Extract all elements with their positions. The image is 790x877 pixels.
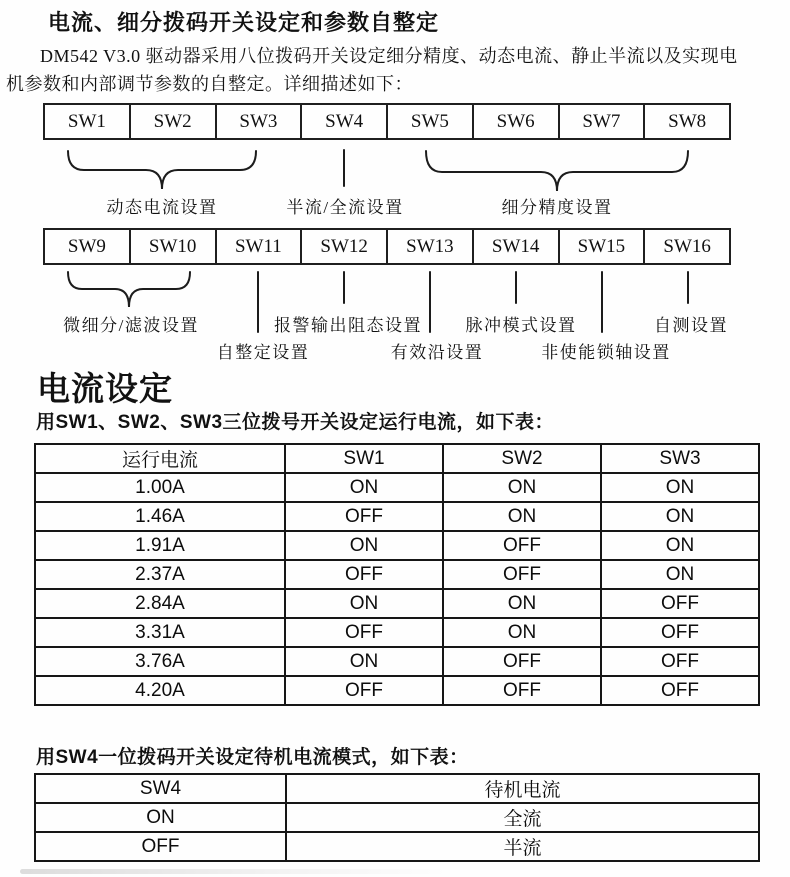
col-header-sw2: SW2 [443,444,601,473]
sw-box-sw11: SW11 [215,230,301,263]
intro-paragraph-line-2: 机参数和内部调节参数的自整定。详细描述如下： [6,74,413,94]
label-micro-filter: 微细分/滤波设置 [63,316,199,335]
cell-sw1-state: ON [285,589,443,618]
table-row [35,560,759,589]
cell-sw3-state: OFF [601,676,759,705]
col-header-run-current: 运行电流 [35,444,285,473]
sw-box-sw5: SW5 [386,105,472,138]
sw-box-sw4: SW4 [300,105,386,138]
col-header-sw4: SW4 [35,774,286,803]
table-header-row [35,444,759,473]
sw-box-sw6: SW6 [472,105,558,138]
col-header-standby-current: 待机电流 [286,774,759,803]
table-row [35,531,759,560]
cell-sw1-state: OFF [285,502,443,531]
cell-sw2-state: ON [443,589,601,618]
label-active-edge: 有效沿设置 [390,343,484,362]
cell-sw2-state: OFF [443,531,601,560]
cell-sw1-state: OFF [285,560,443,589]
cell-sw3-state: ON [601,560,759,589]
table-row [35,473,759,502]
label-self-tuning: 自整定设置 [216,343,310,362]
sw-box-sw14: SW14 [472,230,558,263]
cell-current: 2.37A [35,560,285,589]
dip-switch-row-1 [43,103,731,140]
label-alarm-output: 报警输出阻态设置 [274,316,422,335]
cell-standby-current: 半流 [286,832,759,861]
col-header-sw1: SW1 [285,444,443,473]
cell-sw3-state: OFF [601,618,759,647]
label-self-test: 自测设置 [654,316,728,335]
table-row [35,676,759,705]
brace-microstep-precision-icon [426,151,688,191]
table-row [35,502,759,531]
table-row [35,589,759,618]
sw-box-sw3: SW3 [215,105,301,138]
table-row [35,803,759,832]
cell-sw4-state: ON [35,803,286,832]
sw-box-sw10: SW10 [129,230,215,263]
table-row [35,832,759,861]
col-header-sw3: SW3 [601,444,759,473]
sw-box-sw12: SW12 [300,230,386,263]
sw-box-sw7: SW7 [558,105,644,138]
cell-current: 3.31A [35,618,285,647]
cell-sw4-state: OFF [35,832,286,861]
cell-current: 3.76A [35,647,285,676]
brace-dynamic-current-icon [68,151,256,189]
intro-paragraph-line-1: DM542 V3.0 驱动器采用八位拨码开关设定细分精度、动态电流、静止半流以及实现电 [40,46,738,66]
dip-switch-row-2 [43,228,731,265]
sw-box-sw8: SW8 [643,105,729,138]
cell-current: 2.84A [35,589,285,618]
label-dynamic-current: 动态电流设置 [106,198,218,217]
standby-current-table [34,773,760,862]
cell-current: 1.91A [35,531,285,560]
scan-noise-artifact [20,869,450,874]
sw-box-sw16: SW16 [643,230,729,263]
cell-sw3-state: ON [601,531,759,560]
cell-sw2-state: ON [443,473,601,502]
cell-sw3-state: OFF [601,589,759,618]
sw-box-sw2: SW2 [129,105,215,138]
cell-current: 4.20A [35,676,285,705]
cell-sw2-state: OFF [443,676,601,705]
cell-current: 1.46A [35,502,285,531]
sw-box-sw9: SW9 [67,235,106,257]
cell-sw2-state: ON [443,618,601,647]
cell-sw1-state: OFF [285,618,443,647]
brace-micro-filter-icon [68,272,190,307]
label-pulse-mode: 脉冲模式设置 [465,316,577,335]
cell-sw1-state: OFF [285,676,443,705]
cell-sw2-state: OFF [443,647,601,676]
cell-current: 1.00A [35,473,285,502]
run-current-table-caption: 用SW1、SW2、SW3三位拨号开关设定运行电流，如下表： [36,412,555,433]
cell-sw1-state: ON [285,647,443,676]
sw-box-sw15: SW15 [558,230,644,263]
cell-sw3-state: ON [601,473,759,502]
cell-sw3-state: OFF [601,647,759,676]
standby-current-table-caption: 用SW4一位拨码开关设定待机电流模式，如下表： [36,747,469,768]
cell-sw2-state: OFF [443,560,601,589]
label-half-full-current: 半流/全流设置 [286,198,404,217]
table-row [35,618,759,647]
table-header-row [35,774,759,803]
cell-sw2-state: ON [443,502,601,531]
sw-box-sw13: SW13 [386,230,472,263]
section-heading-current-setting: 电流设定 [37,370,173,407]
label-disable-lock: 非使能锁轴设置 [541,343,671,362]
run-current-table [34,443,760,706]
cell-sw3-state: ON [601,502,759,531]
sw-box-sw1: SW1 [67,110,106,132]
page-title: 电流、细分拨码开关设定和参数自整定 [48,10,440,35]
cell-sw1-state: ON [285,531,443,560]
table-row [35,647,759,676]
cell-standby-current: 全流 [286,803,759,832]
cell-sw1-state: ON [285,473,443,502]
label-microstep-precision: 细分精度设置 [501,198,613,217]
